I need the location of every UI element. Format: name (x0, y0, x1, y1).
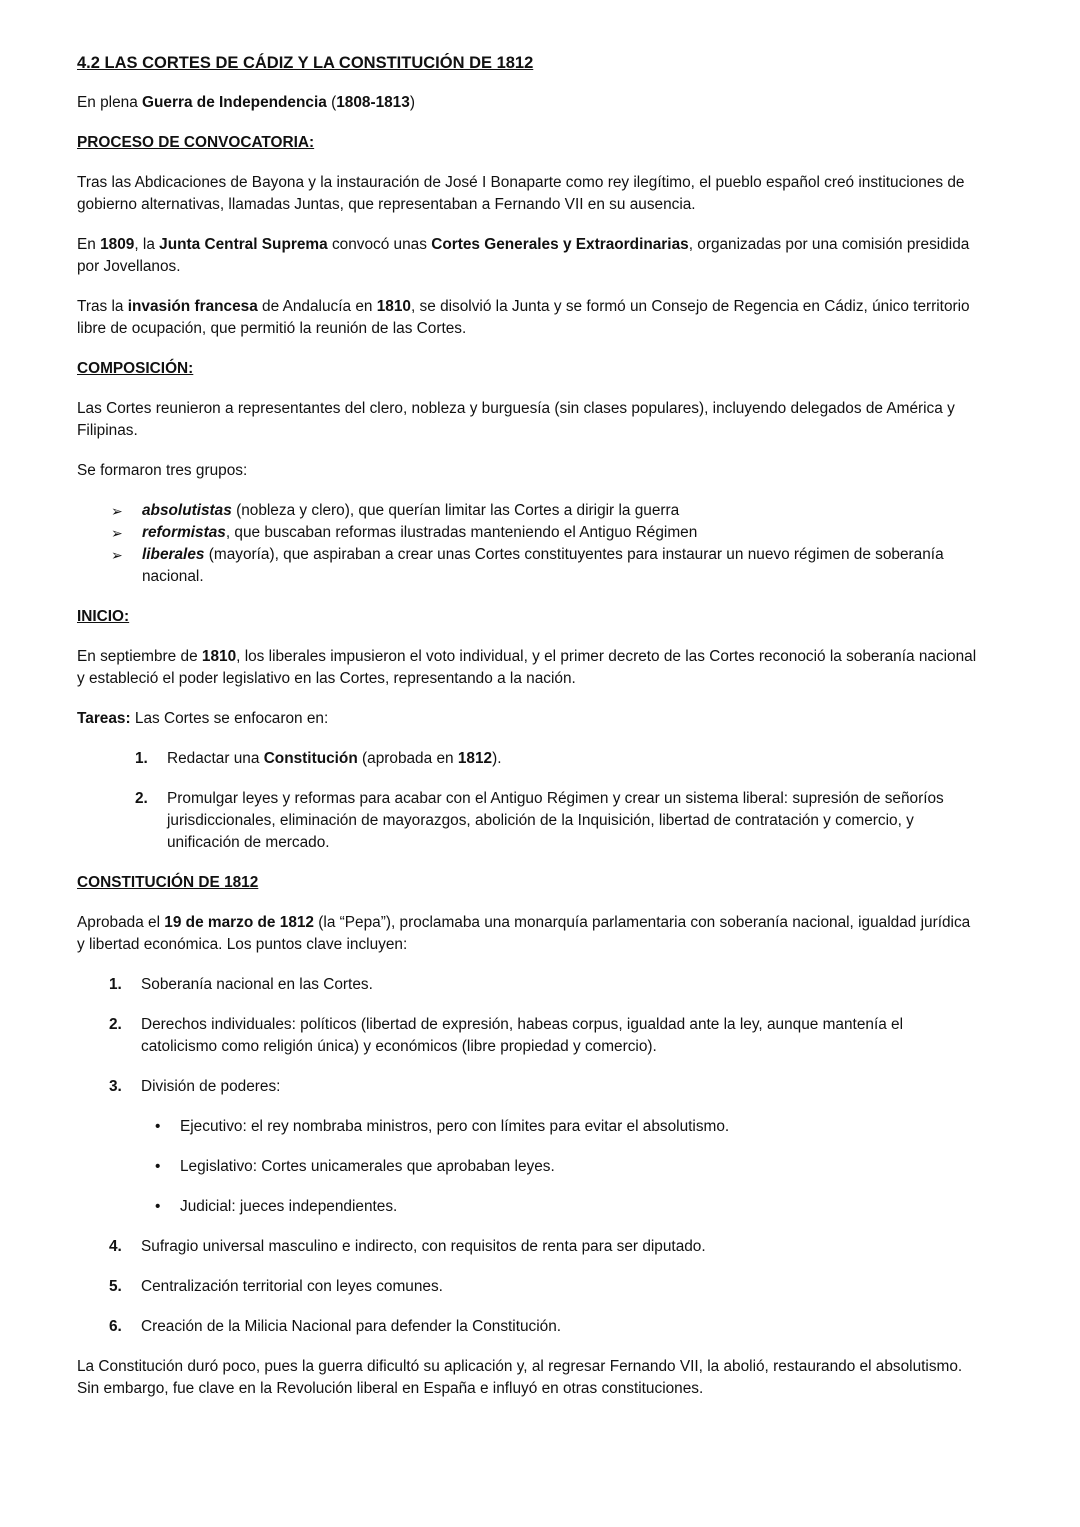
list-item (141, 1196, 977, 1218)
intro-years: 1808-1813 (336, 94, 410, 111)
text-run: convocó unas (327, 236, 432, 253)
list-item (77, 1076, 977, 1218)
group-name: absolutistas (142, 502, 232, 519)
intro-bold: Guerra de Independencia (142, 94, 327, 111)
text-run: , organizadas por una comisión presidida por Jovellanos. (77, 236, 970, 275)
convocatoria-paragraph-2 (77, 234, 977, 278)
constitucion-paragraph (77, 912, 977, 956)
list-item (111, 544, 977, 588)
intro-text: En plena (77, 94, 143, 111)
list-item (77, 974, 977, 996)
composicion-paragraph-1: Las Cortes reunieron a representantes del clero, nobleza y burguesía (sin clases populares), incluyendo delegados de América y Filipinas. (77, 400, 955, 439)
power-text: Ejecutivo: el rey nombraba ministros, pero con límites para evitar el absolutismo. (180, 1118, 730, 1135)
text-run: (aprobada en (357, 750, 458, 767)
text-run: En (77, 236, 101, 253)
list-item (77, 788, 977, 854)
text-run: En septiembre de (77, 648, 202, 665)
text-run: , la (134, 236, 160, 253)
item-number: 5. (109, 1278, 122, 1295)
item-text: Centralización territorial con leyes comunes. (141, 1278, 443, 1295)
composicion-paragraph-2: Se formaron tres grupos: (77, 462, 248, 479)
conclusion-paragraph: La Constitución duró poco, pues la guerra dificultó su aplicación y, al regresar Fernando VII, la abolió, restaurando el absolutismo. Sin embargo, fue clave en la Revolución liberal en España e influyó en otras constituciones. (77, 1358, 963, 1397)
text-run: de Andalucía en (257, 298, 377, 315)
section-heading-composicion: COMPOSICIÓN: (77, 360, 194, 377)
power-text: Legislativo: Cortes unicamerales que aprobaban leyes. (180, 1158, 555, 1175)
section-heading-convocatoria: PROCESO DE CONVOCATORIA: (77, 134, 315, 151)
bold-run: 1812 (457, 750, 493, 767)
group-name: reformistas (142, 524, 226, 541)
tasks-list (77, 748, 977, 854)
text-run: , se disolvió la Junta y se formó un Consejo de Regencia en Cádiz, único territorio libre de ocupación, que permitió la reunión de las Cortes. (77, 298, 970, 337)
group-name: liberales (142, 546, 205, 563)
points-list (77, 974, 977, 1338)
bold-run: 1810 (376, 298, 411, 315)
power-text: Judicial: jueces independientes. (180, 1198, 398, 1215)
item-number: 4. (109, 1238, 122, 1255)
item-text: Sufragio universal masculino e indirecto, con requisitos de renta para ser diputado. (141, 1238, 706, 1255)
bold-run: Constitución (263, 750, 358, 767)
bold-run: 1809 (100, 236, 135, 253)
item-number: 3. (109, 1078, 122, 1095)
inicio-paragraph (77, 646, 977, 690)
tareas-paragraph (77, 708, 977, 730)
item-text: División de poderes: (141, 1078, 281, 1095)
list-item (77, 1276, 977, 1298)
group-desc: (nobleza y clero), que querían limitar las Cortes a dirigir la guerra (231, 502, 680, 519)
intro-close: ) (409, 94, 415, 111)
list-item (141, 1156, 977, 1178)
item-text: Creación de la Milicia Nacional para defender la Constitución. (141, 1318, 562, 1335)
list-item (77, 1236, 977, 1258)
group-desc: (mayoría), que aspiraban a crear unas Cortes constituyentes para instaurar un nuevo régimen de soberanía nacional. (142, 546, 944, 585)
groups-list (77, 500, 977, 588)
item-number: 2. (135, 790, 148, 807)
item-number: 1. (109, 976, 122, 993)
text-run: ). (492, 750, 502, 767)
list-item (77, 1316, 977, 1338)
item-number: 1. (135, 750, 148, 767)
item-text: Derechos individuales: políticos (libertad de expresión, habeas corpus, igualdad ante la ley, aunque mantenía el catolicismo como religión única) y económicos (libre propiedad y comercio). (141, 1016, 904, 1055)
list-item (141, 1116, 977, 1138)
section-heading-inicio: INICIO: (77, 608, 130, 625)
text-run: (la “Pepa”), proclamaba una monarquía parlamentaria con soberanía nacional, igualdad jurídica y libertad económica. Los puntos clave incluyen: (77, 914, 971, 953)
tareas-label: Tareas: (77, 710, 131, 727)
section-heading-constitucion: CONSTITUCIÓN DE 1812 (77, 874, 259, 891)
arrow-bullet-icon: ➢ (111, 547, 123, 563)
tareas-text: Las Cortes se enfocaron en: (130, 710, 329, 727)
text-run: Aprobada el (77, 914, 165, 931)
list-item (77, 1014, 977, 1058)
intro-paragraph (77, 92, 977, 114)
item-text: Promulgar leyes y reformas para acabar con el Antiguo Régimen y crear un sistema liberal: supresión de señoríos jurisdiccionales, eliminación de mayorazgos, abolición de la Inquisición, libertad de contratación y comercio, y unificación de mercado. (167, 790, 944, 851)
text-run: Redactar una (167, 750, 264, 767)
bold-run: 19 de marzo de 1812 (164, 914, 314, 931)
convocatoria-paragraph-3 (77, 296, 977, 340)
page-title: 4.2 LAS CORTES DE CÁDIZ Y LA CONSTITUCIÓN DE 1812 (77, 54, 534, 72)
bold-run: 1810 (201, 648, 237, 665)
item-number: 6. (109, 1318, 122, 1335)
dot-bullet-icon: • (155, 1158, 161, 1175)
list-item (111, 500, 977, 522)
arrow-bullet-icon: ➢ (111, 503, 123, 519)
document-page (77, 52, 977, 1418)
group-desc: , que buscaban reformas ilustradas manteniendo el Antiguo Régimen (225, 524, 698, 541)
dot-bullet-icon: • (155, 1118, 161, 1135)
intro-text-2: ( (326, 94, 337, 111)
text-run: , los liberales impusieron el voto individual, y el primer decreto de las Cortes reconoció la soberanía nacional y estableció el poder legislativo en las Cortes, representando a la nación. (77, 648, 977, 687)
dot-bullet-icon: • (155, 1198, 161, 1215)
bold-run: Junta Central Suprema (159, 236, 328, 253)
item-text: Soberanía nacional en las Cortes. (141, 976, 373, 993)
powers-list (141, 1116, 977, 1218)
text-run: Tras la (77, 298, 128, 315)
item-number: 2. (109, 1016, 122, 1033)
list-item (77, 748, 977, 770)
convocatoria-paragraph-1: Tras las Abdicaciones de Bayona y la instauración de José I Bonaparte como rey ilegítimo, el pueblo español creó instituciones de gobierno alternativas, llamadas Juntas, que representaban a Fernando VII en su ausencia. (77, 174, 965, 213)
bold-run: Cortes Generales y Extraordinarias (431, 236, 689, 253)
list-item (111, 522, 977, 544)
bold-run: invasión francesa (127, 298, 258, 315)
arrow-bullet-icon: ➢ (111, 525, 123, 541)
